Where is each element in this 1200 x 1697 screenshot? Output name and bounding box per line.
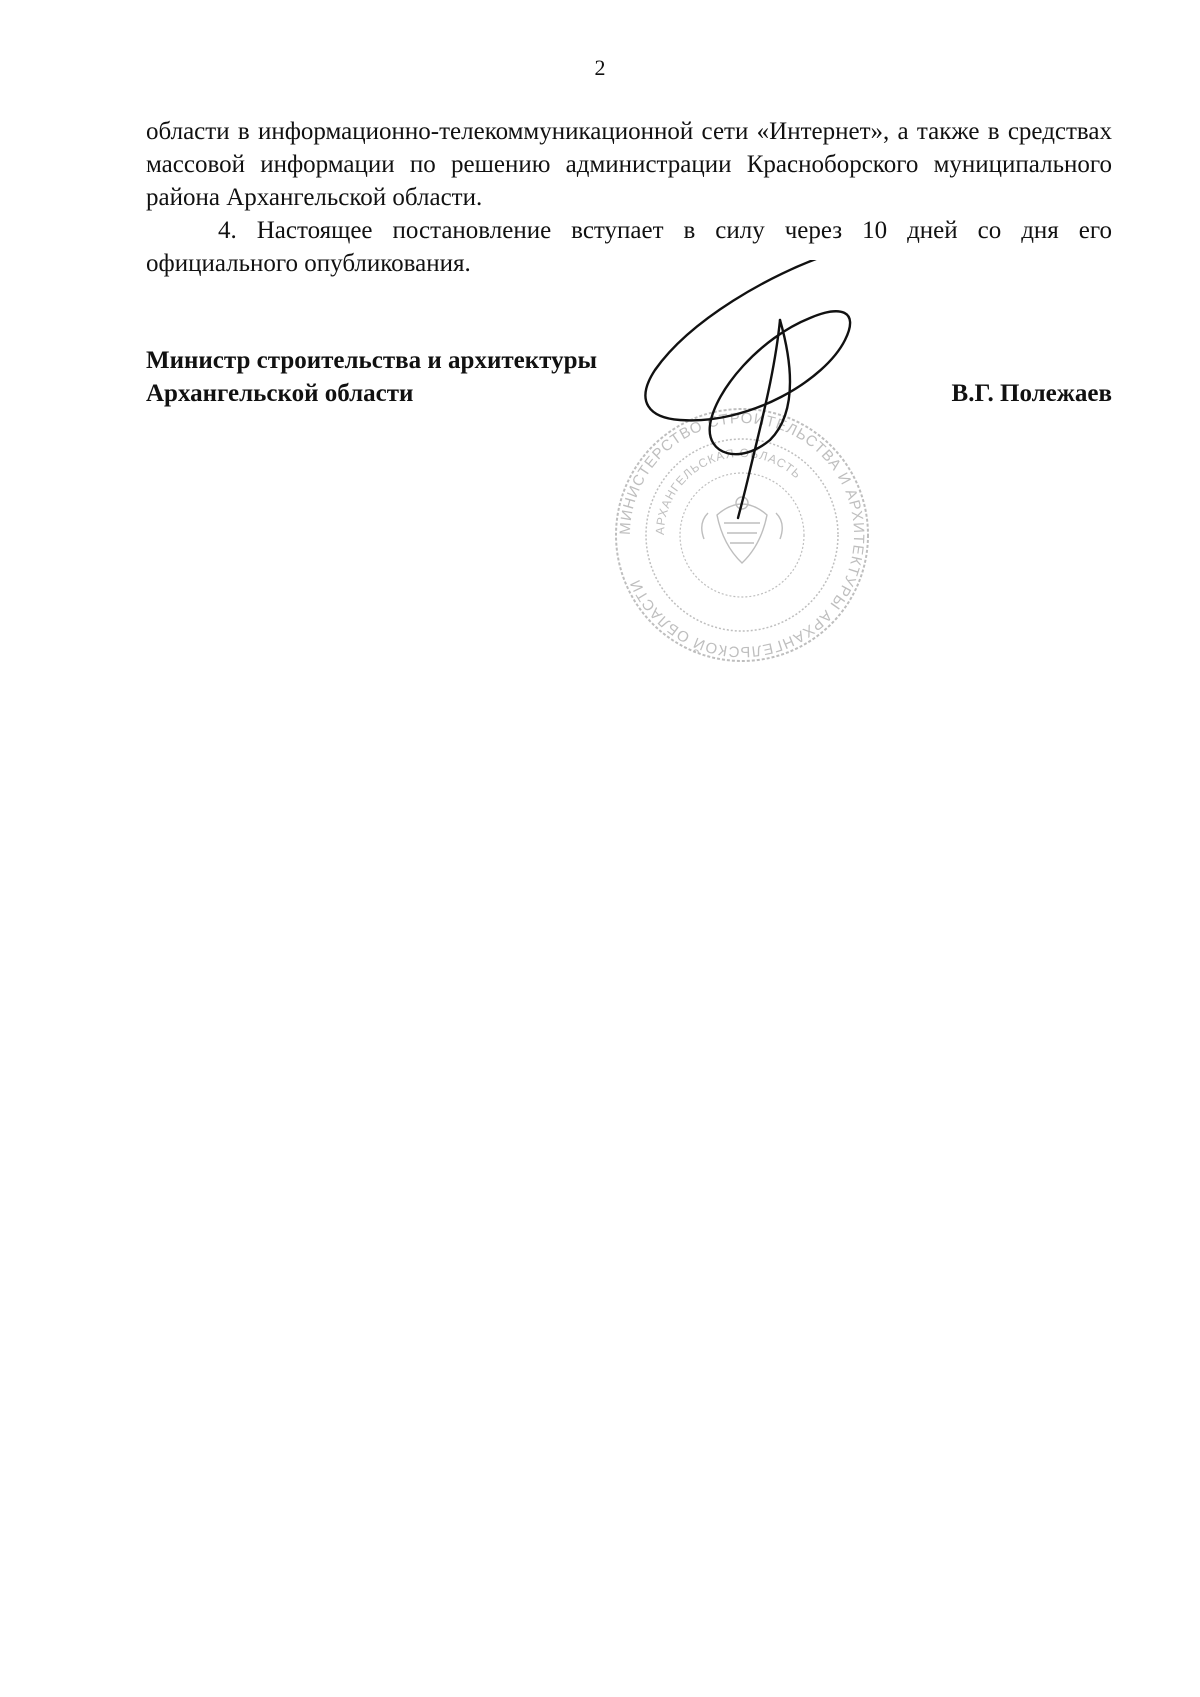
text-line: официального опубликования. bbox=[146, 250, 471, 277]
signatory-position bbox=[146, 344, 597, 410]
signatory-name: В.Г. Полежаев bbox=[951, 380, 1112, 407]
handwritten-signature bbox=[640, 260, 920, 520]
signatory-position-line: Архангельской области bbox=[146, 380, 414, 407]
text-line: 4. Настоящее постановление вступает в силу через 10 дней со дня его bbox=[218, 217, 1112, 244]
paragraph-continuation bbox=[146, 115, 1112, 214]
stamp-outer-text: МИНИСТЕРСТВО СТРОИТЕЛЬСТВА И АРХИТЕКТУРЫ АРХАНГЕЛЬСКОЙ ОБЛАСТИ bbox=[616, 409, 868, 661]
text-line: в средствах массовой информации по решению администрации Красноборского bbox=[146, 118, 1113, 178]
page-number: 2 bbox=[594, 55, 606, 80]
signatory-position-line: Министр строительства и архитектуры bbox=[146, 347, 598, 374]
text-line: муниципального района Архангельской области. bbox=[146, 151, 1112, 211]
paragraph-item-4 bbox=[146, 214, 1112, 280]
document-body bbox=[146, 115, 1112, 280]
stamp-inner-text: АРХАНГЕЛЬСКАЯ ОБЛАСТЬ bbox=[652, 445, 805, 536]
text-line: области в информационно-телекоммуникационной сети «Интернет», а также bbox=[146, 118, 980, 145]
